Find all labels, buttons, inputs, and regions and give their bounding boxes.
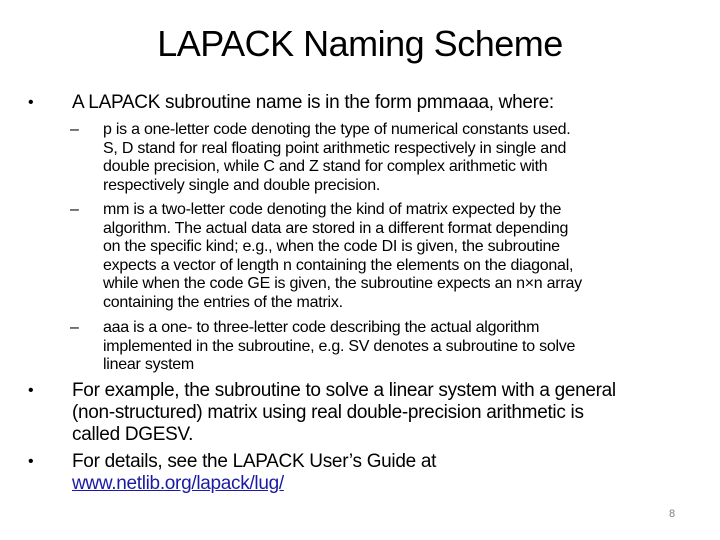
bullet-icon: • xyxy=(28,94,34,111)
text-line: p is a one-letter code denoting the type of numerical constants used. xyxy=(103,121,571,138)
text-line: (non-structured) matrix using real double-precision arithmetic is xyxy=(72,402,584,423)
dash-icon: – xyxy=(70,121,79,138)
text-line: on the specific kind; e.g., when the code DI is given, the subroutine xyxy=(103,238,560,255)
text-line: respectively single and double precision. xyxy=(103,176,381,194)
lapack-user-guide-link[interactable]: www.netlib.org/lapack/lug/ xyxy=(72,473,284,494)
slide-title: LAPACK Naming Scheme xyxy=(157,23,563,64)
text-line: while when the code GE is given, the subroutine expects an n×n array xyxy=(103,275,582,292)
text-line: expects a vector of length n containing the elements on the diagonal, xyxy=(103,256,574,274)
text-line: implemented in the subroutine, e.g. SV denotes a subroutine to solve xyxy=(103,337,576,355)
dash-icon: – xyxy=(70,201,79,218)
text-line: For example, the subroutine to solve a linear system with a general xyxy=(72,380,616,401)
bullet-1 xyxy=(28,92,702,114)
page-number: 8 xyxy=(669,508,676,520)
sub-bullet-p xyxy=(70,121,703,195)
bullet-2 xyxy=(28,380,702,446)
bullet-icon: • xyxy=(28,453,34,470)
sub-bullet-aaa xyxy=(70,319,703,375)
text-line: called DGESV. xyxy=(72,424,194,445)
text-line: algorithm. The actual data are stored in a different format depending xyxy=(103,219,569,237)
text-line: double precision, while C and Z stand for complex arithmetic with xyxy=(103,158,548,175)
text-line: S, D stand for real floating point arithmetic respectively in single and xyxy=(103,139,567,157)
bullet-icon: • xyxy=(28,382,34,399)
text-line: aaa is a one- to three-letter code describing the actual algorithm xyxy=(103,319,540,336)
text-line: containing the entries of the matrix. xyxy=(103,293,343,311)
text-line: linear system xyxy=(103,356,194,373)
bullet-1-text: A LAPACK subroutine name is in the form pmmaaa, where: xyxy=(72,92,554,113)
sub-bullet-mm xyxy=(70,201,703,312)
text-line: mm is a two-letter code denoting the kind of matrix expected by the xyxy=(103,201,562,218)
text-line: For details, see the LAPACK User’s Guide at xyxy=(72,451,437,472)
bullet-3 xyxy=(28,451,702,495)
dash-icon: – xyxy=(70,319,79,336)
